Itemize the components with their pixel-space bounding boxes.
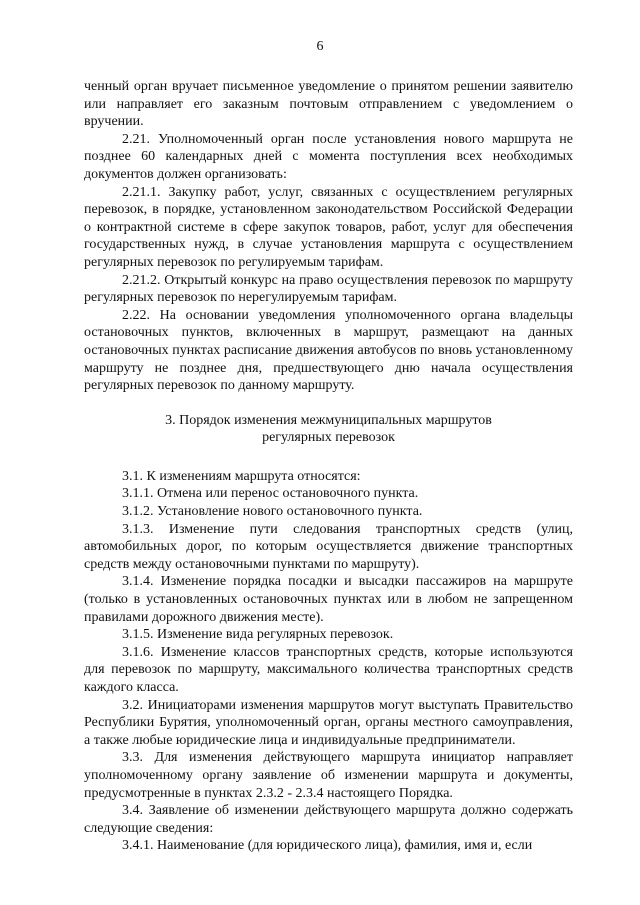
- paragraph: ченный орган вручает письменное уведомление о принятом решении заявителю или направляет его заказным почтовым отправлением с уведомлением о вручении.: [84, 79, 573, 130]
- document-body: [84, 78, 573, 855]
- paragraph: 3.1.4. Изменение порядка посадки и высадки пассажиров на маршруте (только в установленных остановочных пунктах или в любом не запрещенном правилами дорожного движения месте).: [84, 574, 573, 625]
- paragraph: 3.2. Инициаторами изменения маршрутов могут выступать Правительство Республики Бурятия, уполномоченный орган, органы местного самоуправления, а также любые юридические лица и индивидуальные предприниматели.: [84, 697, 573, 748]
- section-heading: [84, 412, 573, 447]
- section-heading-line: регулярных перевозок: [262, 430, 395, 446]
- paragraph: 2.21. Уполномоченный орган после установления нового маршрута не позднее 60 календарных дней с момента поступления всех необходимых документов должен организовать:: [84, 131, 573, 182]
- paragraph: 3.4.1. Наименование (для юридического лица), фамилия, имя и, если: [122, 838, 533, 854]
- paragraph: 3.1.1. Отмена или перенос остановочного пункта.: [122, 486, 419, 502]
- paragraph: 2.21.2. Открытый конкурс на право осуществления перевозок по маршруту регулярных перевозок по нерегулируемым тарифам.: [84, 272, 573, 306]
- paragraph: 3.1.2. Установление нового остановочного пункта.: [122, 504, 423, 520]
- paragraph: 3.1.5. Изменение вида регулярных перевозок.: [122, 627, 394, 643]
- paragraph: 3.1.3. Изменение пути следования транспортных средств (улиц, автомобильных дорог, по которым осуществляется движение транспортных средств между остановочными пунктами по маршруту).: [84, 521, 573, 572]
- page-number: 6: [316, 39, 324, 54]
- paragraph: 3.1. К изменениям маршрута относятся:: [122, 468, 361, 484]
- paragraph: 3.1.6. Изменение классов транспортных средств, которые используются для перевозок по маршруту, максимального количества транспортных средств каждого класса.: [84, 644, 573, 695]
- paragraph: 3.4. Заявление об изменении действующего маршрута должно содержать следующие сведения:: [84, 803, 573, 836]
- paragraph: 2.22. На основании уведомления уполномоченного органа владельцы остановочных пунктов, включенных в маршрут, размещают на данных остановочных пунктах расписание движения автобусов по вновь установленному маршруту не позднее дня, предшествующего дню начала осуществления регулярных перевозок по данному маршруту.: [84, 307, 573, 394]
- section-heading-line: 3. Порядок изменения межмуниципальных маршрутов: [165, 412, 492, 428]
- paragraph: 2.21.1. Закупку работ, услуг, связанных с осуществлением регулярных перевозок, в порядке, установленном законодательством Российской Федерации о контрактной системе в сфере закупок товаров, работ, услуг для обеспечения государственных нужд, в случае установления маршрута с осуществлением регулярных перевозок по регулируемым тарифам.: [84, 184, 573, 270]
- paragraph: 3.3. Для изменения действующего маршрута инициатор направляет уполномоченному органу заявление об изменении маршрута и документы, предусмотренные в пунктах 2.3.2 - 2.3.4 настоящего Порядка.: [84, 750, 573, 801]
